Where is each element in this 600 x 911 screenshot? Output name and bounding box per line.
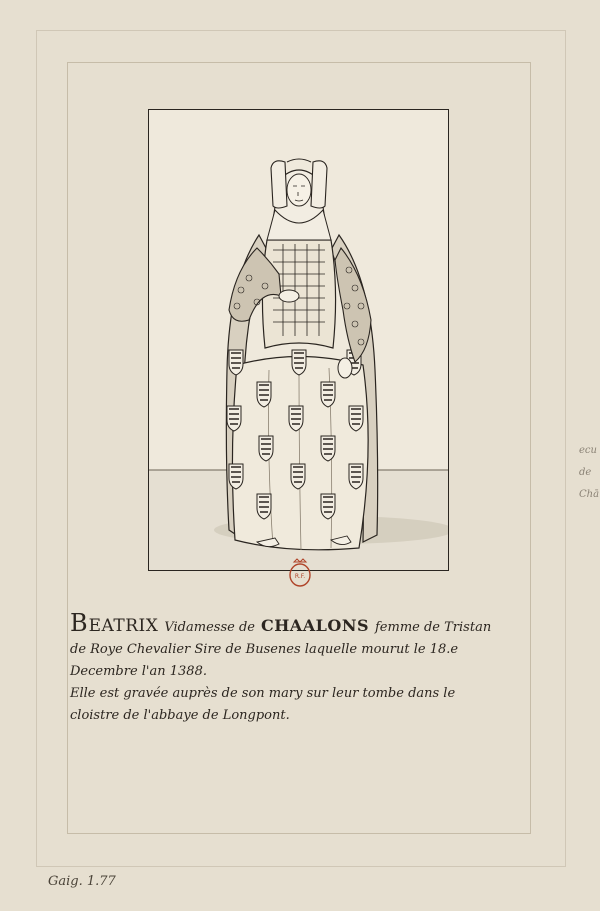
- caption-title: Vidamesse de: [164, 620, 255, 635]
- caption-line-1: [70, 609, 540, 639]
- margin-note-line: Chā: [579, 489, 600, 500]
- caption-line-4: Elle est gravée auprès de son mary sur leur tombe dans le: [70, 686, 456, 701]
- headdress-right: [311, 161, 327, 208]
- portrait-frame: [148, 109, 449, 571]
- caption-line-5: cloistre de l'abbaye de Longpont.: [70, 708, 290, 723]
- caption-name: EATRIX: [88, 616, 159, 636]
- right-sleeve: [335, 248, 371, 362]
- shelf-mark: Gaig. 1.77: [48, 874, 116, 889]
- caption-name-initial: B: [70, 609, 89, 637]
- right-hand: [338, 358, 352, 378]
- headdress-left: [271, 161, 287, 208]
- portrait-drawing: [149, 110, 448, 570]
- margin-note: [579, 440, 600, 506]
- caption-surname: CHAALONS: [260, 616, 369, 635]
- caption-line-3: Decembre l'an 1388.: [70, 664, 207, 679]
- left-hand: [279, 290, 299, 302]
- margin-note-line: de: [579, 467, 592, 478]
- caption-text: femme de Tristan: [375, 620, 492, 635]
- stamp-text: R.F.: [294, 573, 306, 580]
- margin-note-line: ecu: [579, 445, 597, 456]
- library-stamp: [288, 558, 312, 588]
- caption-line-2: de Roye Chevalier Sire de Busenes laquelle mourut le 18.e: [70, 642, 459, 657]
- caption: [70, 609, 540, 727]
